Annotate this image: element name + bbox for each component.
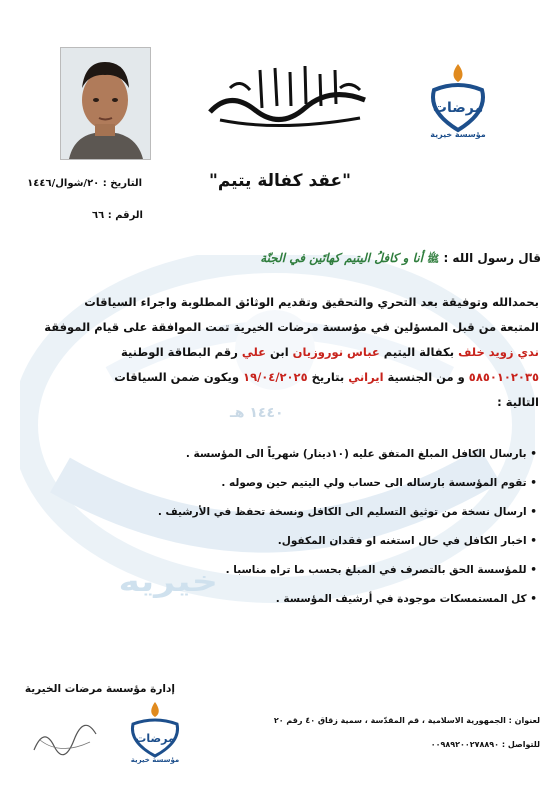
body-line-4b: بتاريخ: [311, 370, 345, 384]
address-line: لعنوان : الجمهورية الاسلامية ، قم المقدّسة ، سمية زقاق ٤٠ رقم ٢٠: [273, 716, 540, 725]
list-item: • كل المستمسكات موجودة في أرشيف المؤسسة .: [17, 585, 537, 614]
body-line-3c: رقم البطاقة الوطنية: [121, 345, 238, 359]
footer-logo-caption: مؤسسة خيرية: [130, 756, 180, 764]
logo-caption: مؤسسة خيرية: [430, 130, 486, 139]
body-line-4a: و من الجنسية: [387, 370, 465, 384]
saw-symbol: ﷺ: [427, 254, 440, 265]
document-title: "عقد كفالة يتيم": [208, 171, 351, 191]
nationality: ايراني: [348, 370, 384, 384]
basmala-text: بسم الله الرحمن الرحيم: [290, 130, 301, 131]
sponsor-name: ندي زويد خلف: [458, 345, 539, 359]
administration-label: إدارة مؤسسة مرضات الخيرية: [24, 683, 175, 695]
national-id: ٥٨٥٠١٠٢٠٣٥: [468, 370, 539, 384]
footer-logo-icon: [125, 700, 185, 760]
list-item: • تقوم المؤسسة بارساله الى حساب ولي اليتيم حين وصوله .: [17, 469, 537, 498]
list-item: • للمؤسسة الحق بالتصرف في المبلغ بحسب ما تراه مناسبا .: [17, 556, 537, 585]
phone-line: للتواصل : ٠٠٩٨٩٢٠٠٢٧٨٨٩٠: [430, 740, 540, 749]
body-line-2: المتبعة من قبل المسؤلين في مؤسسة مرضات الخيرية تمت الموافقة على قيام الموفقة: [44, 320, 539, 334]
contract-body: [14, 290, 539, 415]
father-name: علي: [241, 345, 267, 359]
body-line-3b: ابن: [270, 345, 289, 359]
list-item: • اخبار الكافل في حال استغنه او فقدان المكفول.: [17, 527, 537, 556]
list-item: • ارسال نسخة من توثيق التسليم الى الكافل ونسخة تحفظ في الأرشيف .: [17, 498, 537, 527]
logo-text: مرضات: [432, 100, 484, 116]
body-line-5: التالية :: [497, 395, 539, 409]
body-line-1: بحمدالله وتوفيقة بعد التحري والتحقيق وتقديم الوثائق المطلوبة واجراء السياقات: [84, 295, 539, 309]
document-date: التاريخ : ٢٠/شوال/١٤٤٦: [27, 178, 142, 189]
basmala-calligraphy: [200, 60, 380, 132]
document-number: الرقم : ٦٦: [92, 210, 143, 221]
portrait-icon: [61, 48, 150, 159]
orphan-photo: [60, 47, 151, 160]
body-line-4c: ويكون ضمن السياقات: [114, 370, 240, 384]
footer-logo-text: مرضات: [135, 732, 175, 745]
body-line-4: [14, 365, 539, 390]
list-item: • بارسال الكافل المبلغ المتفق عليه (١٠دينار) شهرياً الى المؤسسة .: [17, 440, 537, 469]
hadith-text: أنا و كافلُ اليتيم كهاتَين في الجنّة: [260, 251, 423, 265]
hadith-line: [170, 251, 541, 267]
body-line-3a: بكفالة اليتيم: [383, 345, 455, 359]
hadith-prefix: قال رسول الله :: [443, 251, 541, 265]
contract-date: ١٩/٠٤/٢٠٢٥: [243, 370, 308, 384]
conditions-list: [17, 440, 537, 614]
watermark-year: ١٤٤٠ هـ: [230, 405, 284, 421]
orphan-name: عباس نوروزيان: [292, 345, 380, 359]
body-line-3: [14, 340, 539, 365]
watermark-text: خيريه: [118, 565, 219, 598]
signature-stamp: [30, 720, 100, 760]
